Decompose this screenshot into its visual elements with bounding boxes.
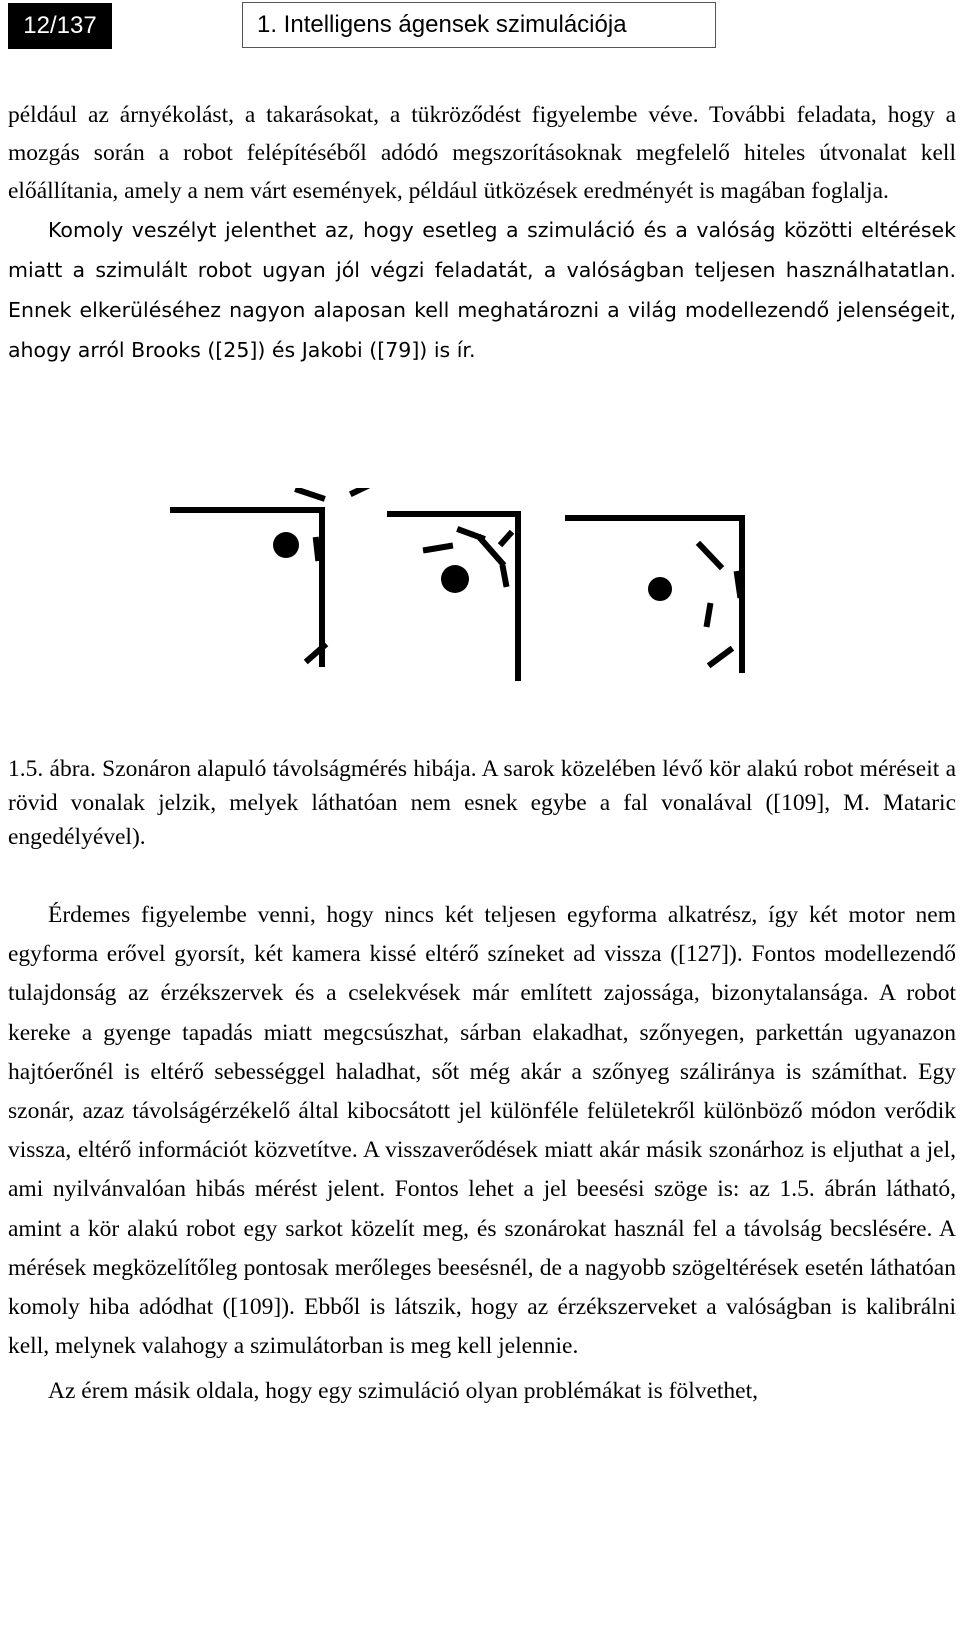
sonar-reading bbox=[298, 490, 322, 498]
sonar-reading bbox=[700, 545, 720, 566]
robot bbox=[648, 577, 672, 601]
page-counter: 12/137 bbox=[8, 3, 112, 49]
sonar-reading bbox=[502, 534, 510, 543]
corner-panel-1 bbox=[172, 488, 378, 664]
paragraph-2: Komoly veszélyt jelenthet az, hogy esetleg a szimuláció és a valóság közötti eltérések miatt a szimulált robot ugyan jól végzi feladatát, a valóságban teljesen használhatatlan. Ennek elkerüléséhez nagyon alaposan kell meghatározni a világ modellezendő jelenségeit, ahogy arról Brooks ([25]) és Jakobi ([79]) is ír. bbox=[8, 218, 956, 362]
bottom-text bbox=[8, 896, 956, 1411]
sonar-reading bbox=[480, 538, 502, 563]
corner-panel-2 bbox=[390, 514, 518, 678]
sonar-reading bbox=[711, 650, 730, 664]
paragraph-4: Az érem másik oldala, hogy egy szimuláció olyan problémákat is fölvethet, bbox=[48, 1378, 759, 1405]
chapter-title: 1. Intelligens ágensek szimulációja bbox=[242, 2, 716, 48]
sonar-reading bbox=[353, 488, 378, 493]
figure-caption: 1.5. ábra. Szonáron alapuló távolságmérés hibája. A sarok közelében lévő kör alakú robot méréseit a rövid vonalak jelzik, melyek láthatóan nem esnek egybe a fal vonalával ([109], M. Mataric engedélyével). bbox=[8, 756, 956, 850]
top-text bbox=[8, 96, 956, 370]
corner-panel-3 bbox=[568, 488, 742, 670]
sonar-reading bbox=[737, 574, 740, 595]
sonar-reading bbox=[316, 540, 318, 558]
sonar-figure bbox=[170, 488, 790, 700]
robot bbox=[273, 532, 299, 558]
sonar-reading bbox=[707, 606, 710, 624]
sonar-reading bbox=[426, 546, 450, 550]
robot bbox=[441, 565, 469, 593]
sonar-reading bbox=[503, 568, 506, 584]
page-header bbox=[8, 3, 112, 49]
paragraph-3: Érdemes figyelembe venni, hogy nincs két teljesen egyforma alkatrész, így két motor nem egyforma erővel gyorsít, két kamera kissé eltérő színeket ad vissza ([127]). Fontos modellezendő tulajdonság az érzékszervek és a cselekvések már említett zajossága, bizonytalansága. A robot kereke a gyenge tapadás miatt megcsúszhat, sárban elakadhat, szőnyegen, parkettán ugyanazon hajtóerőnél is eltérő sebességgel haladhat, sőt még akár a szőnyeg száliránya is számíthat. Egy szonár, azaz távolságérzékelő által kibocsátott jel különféle felületekről különböző módon verődik vissza, eltérő információt közvetítve. A visszaverődések miatt akár másik szonárhoz is eljuthat a jel, ami nyilvánvalóan hibás mérést jelent. Fontos lehet a jel beesési szöge is: az 1.5. ábrán látható, amint a kör alakú robot egy sarkot közelít meg, és szonárokat használ fel a távolság becslésére. A mérések megközelítőleg pontosak merőleges beesésnél, de a nagyobb szögeltérések esetén láthatóan komoly hiba adódhat ([109]). Ebből is látszik, hogy az érzékszerveket a valóságban is kalibrálni kell, melynek valahogy a szimulátorban is meg kell jelennie. bbox=[8, 902, 956, 1360]
paragraph-1: például az árnyékolást, a takarásokat, a tükröződést figyelembe véve. További feladata, hogy a mozgás során a robot felépítéséből adódó megszorításoknak megfelelő hiteles útvonalat kell előállítania, amely a nem várt események, például ütközések eredményét is magában foglalja. bbox=[8, 102, 956, 204]
